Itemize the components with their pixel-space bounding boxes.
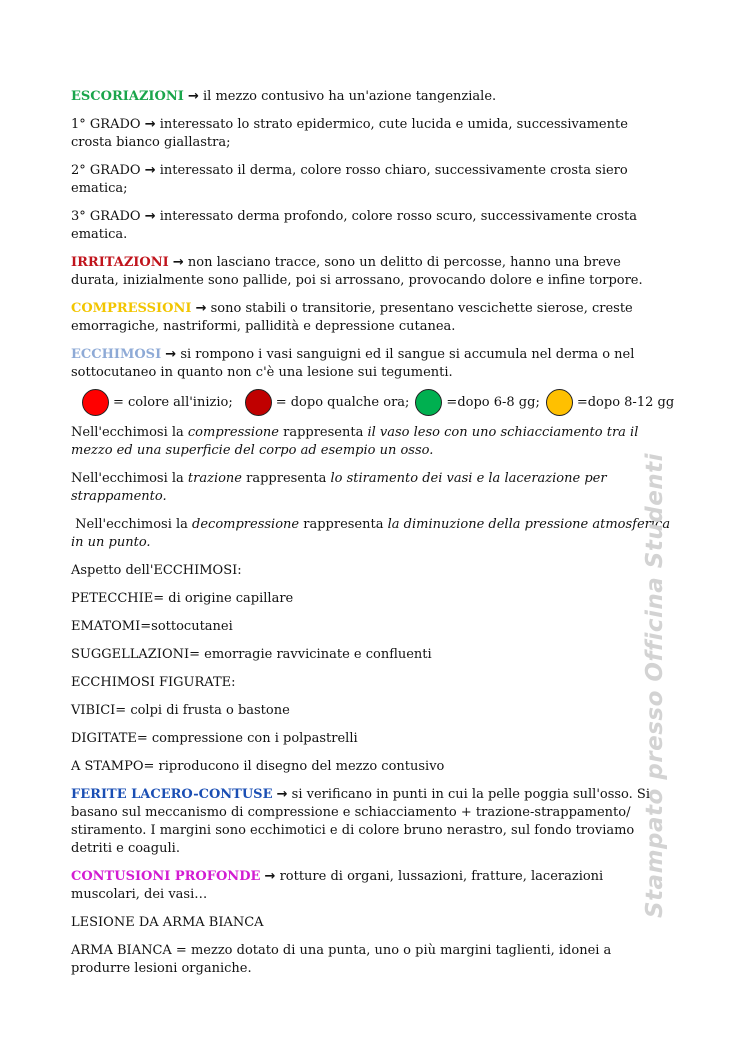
mechanism-compressione	[71, 424, 671, 460]
ecchimosi-text: si rompono i vasi sanguigni ed il sangue si accumula nel derma o nel sottocutaneo in quanto non c'è una lesione sui tegumenti.	[71, 347, 635, 380]
yellow-circle-icon	[546, 389, 573, 416]
mechanism-prefix: Nell'ecchimosi la	[71, 517, 193, 532]
mechanism-decompressione	[71, 516, 671, 552]
mechanism-term: decompressione	[192, 517, 300, 532]
grade-2-text: interessato il derma, colore rosso chiaro, successivamente crosta siero ematica;	[71, 163, 628, 196]
grade-3-paragraph	[71, 208, 671, 244]
mechanism-middle: rappresenta	[299, 517, 388, 532]
color-legend-label-3: =dopo 6-8 gg;	[446, 394, 540, 410]
color-legend-label-2: = dopo qualche ora;	[275, 394, 410, 410]
arrow-icon: →	[172, 255, 184, 270]
grade-1-paragraph	[71, 116, 671, 152]
escoriazioni-paragraph	[71, 88, 671, 106]
watermark: Stampato presso Officina Studenti	[642, 452, 668, 918]
aspect-line: EMATOMI=sottocutanei	[71, 619, 233, 634]
mechanism-term: compressione	[187, 425, 279, 440]
escoriazioni-heading: ESCORIAZIONI	[71, 89, 184, 104]
contusioni-heading: CONTUSIONI PROFONDE	[71, 869, 261, 884]
grade-2-paragraph	[71, 162, 671, 198]
document-body	[71, 88, 675, 988]
irritazioni-heading: IRRITAZIONI	[71, 255, 169, 270]
mechanism-middle: rappresenta	[278, 425, 368, 440]
arrow-icon: →	[144, 117, 156, 132]
compressioni-paragraph	[71, 300, 671, 336]
ecchimosi-paragraph	[71, 346, 671, 382]
irritazioni-text: non lasciano tracce, sono un delitto di percosse, hanno una breve durata, inizialmente sono pallide, poi si arrossano, provocando dolore e infine torpore.	[71, 255, 643, 288]
arrow-icon: →	[187, 89, 199, 104]
ferite-heading: FERITE LACERO-CONTUSE	[71, 787, 273, 802]
arrow-icon: →	[165, 347, 177, 362]
aspect-line: VIBICI= colpi di frusta o bastone	[71, 703, 290, 718]
arrow-icon: →	[195, 301, 207, 316]
mechanism-middle: rappresenta	[242, 471, 331, 486]
compressioni-text: sono stabili o transitorie, presentano vescichette sierose, creste emorragiche, nastriformi, pallidità e depressione cutanea.	[71, 301, 633, 334]
green-circle-icon	[415, 389, 442, 416]
color-legend	[82, 388, 675, 416]
aspect-heading: Aspetto dell'ECCHIMOSI:	[71, 563, 242, 578]
irritazioni-paragraph	[71, 254, 671, 290]
aspect-line: PETECCHIE= di origine capillare	[71, 591, 294, 606]
aspect-line: DIGITATE= compressione con i polpastrelli	[71, 731, 358, 746]
aspect-line: SUGGELLAZIONI= emorragie ravvicinate e confluenti	[71, 647, 432, 662]
arrow-icon: →	[144, 163, 156, 178]
red-circle-icon	[82, 389, 109, 416]
grade-1-label: 1° GRADO	[71, 117, 141, 132]
grade-3-label: 3° GRADO	[71, 209, 141, 224]
aspect-line: ECCHIMOSI FIGURATE:	[71, 675, 236, 690]
mechanism-description: lo stiramento dei vasi e la lacerazione per strappamento.	[71, 471, 607, 504]
mechanism-prefix: Nell'ecchimosi la	[71, 425, 188, 440]
grade-1-text: interessato lo strato epidermico, cute lucida e umida, successivamente crosta bianco giallastra;	[71, 117, 628, 150]
color-legend-label-4: =dopo 8-12 gg	[576, 394, 675, 410]
contusioni-paragraph	[71, 868, 671, 904]
mechanism-description: la diminuzione della pressione atmosferica in un punto.	[71, 517, 671, 550]
ecchimosi-heading: ECCHIMOSI	[71, 347, 162, 362]
color-legend-label-1: = colore all'inizio;	[113, 394, 233, 410]
ferite-text: si verificano in punti in cui la pelle poggia sull'osso. Si basano sul meccanismo di compressione e schiacciamento + trazione-strappamento/ stiramento. I margini sono ecchimotici e di colore bruno nerastro, sul fondo troviamo detriti e coaguli.	[71, 787, 650, 856]
compressioni-heading: COMPRESSIONI	[71, 301, 192, 316]
contusioni-text: rotture di organi, lussazioni, fratture, lacerazioni muscolari, dei vasi…	[71, 869, 604, 902]
arrow-icon: →	[264, 869, 276, 884]
lesione-heading: LESIONE DA ARMA BIANCA	[71, 915, 264, 930]
escoriazioni-text: il mezzo contusivo ha un'azione tangenziale.	[203, 89, 497, 104]
mechanism-term: trazione	[187, 471, 242, 486]
mechanism-trazione	[71, 470, 671, 506]
arrow-icon: →	[144, 209, 156, 224]
grade-3-text: interessato derma profondo, colore rosso scuro, successivamente crosta ematica.	[71, 209, 638, 242]
mechanism-prefix: Nell'ecchimosi la	[71, 471, 188, 486]
mechanism-description: il vaso leso con uno schiacciamento tra il mezzo ed una superficie del corpo ad esempio un osso.	[71, 425, 639, 458]
arma-bianca-paragraph: ARMA BIANCA = mezzo dotato di una punta, uno o più margini taglienti, idonei a produrre lesioni organiche.	[71, 943, 612, 976]
arrow-icon: →	[276, 787, 288, 802]
grade-2-label: 2° GRADO	[71, 163, 141, 178]
dark-red-circle-icon	[245, 389, 272, 416]
aspect-line: A STAMPO= riproducono il disegno del mezzo contusivo	[71, 759, 445, 774]
ferite-paragraph	[71, 786, 671, 858]
